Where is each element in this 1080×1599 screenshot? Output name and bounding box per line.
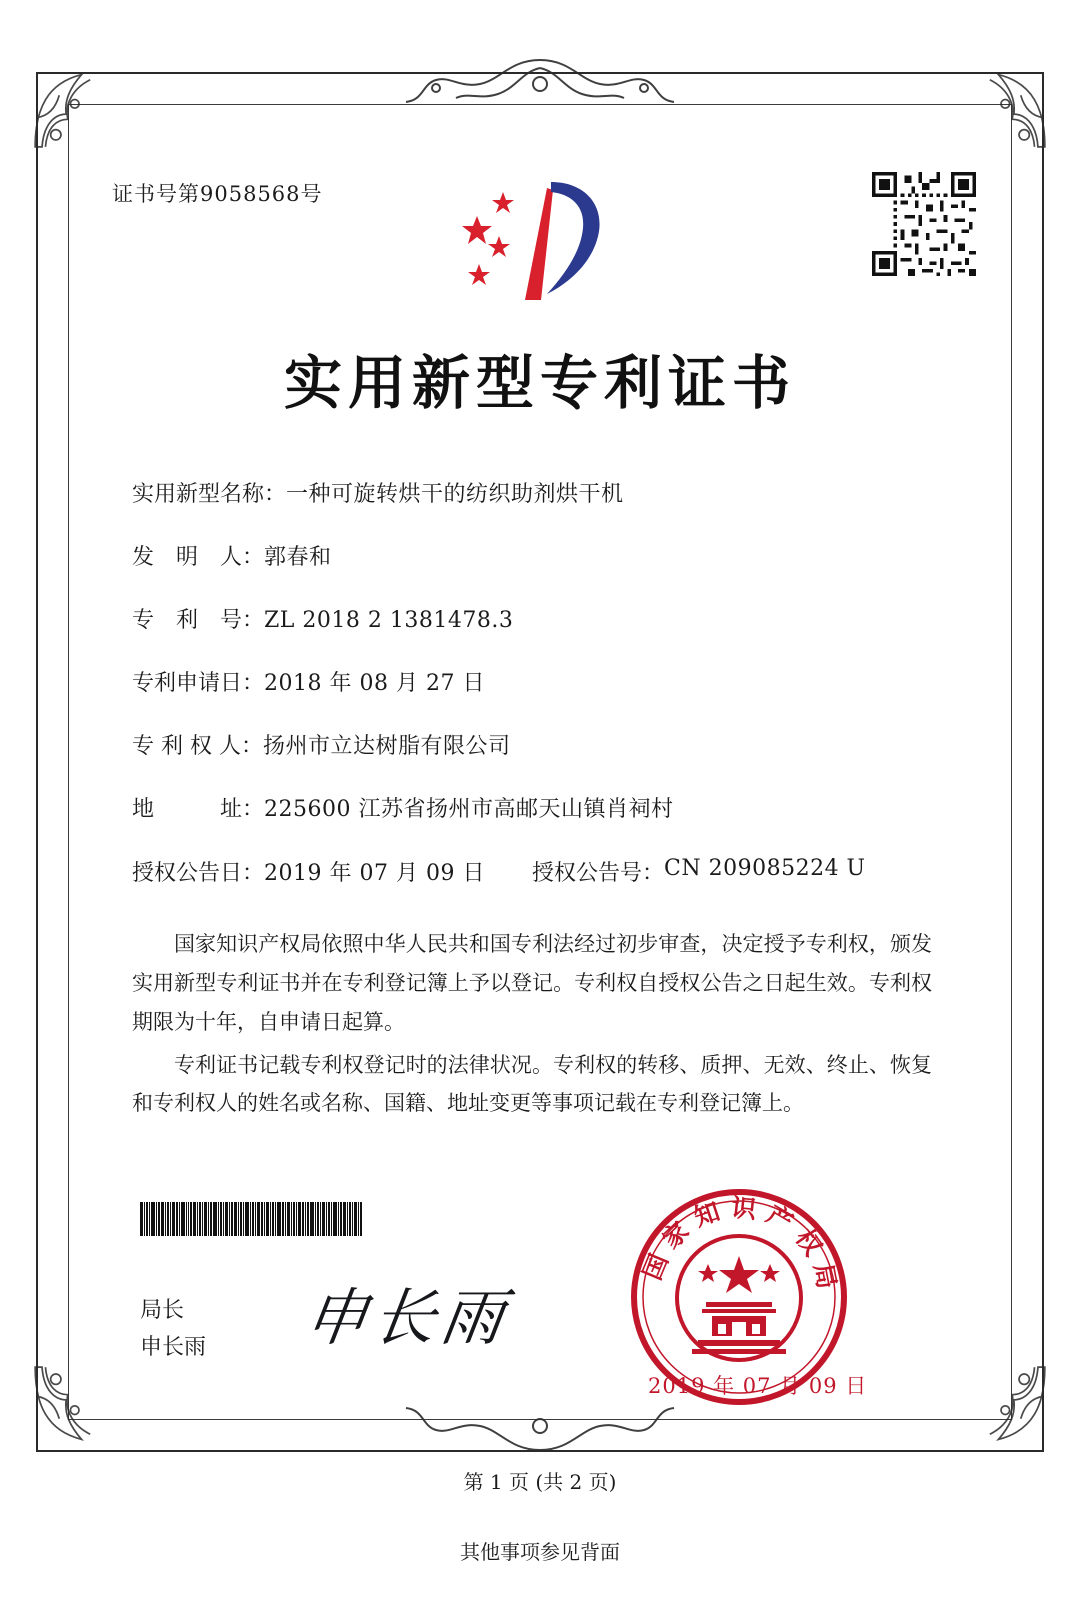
grant-date-label: 授权公告日： — [132, 861, 265, 886]
barcode — [140, 1202, 410, 1236]
field-row-patentee — [132, 730, 952, 763]
seal-date: 2019 年 07 月 09 日 — [648, 1374, 868, 1398]
field-value: ZL 2018 2 1381478.3 — [264, 608, 514, 633]
cnipa-logo-icon — [455, 168, 625, 308]
field-value: 郭春和 — [264, 545, 332, 570]
corner-ornament-top-right-icon — [964, 66, 1050, 152]
grant-date-value: 2019 年 07 月 09 日 — [264, 861, 485, 886]
field-row-address — [132, 793, 952, 826]
director-role-label: 局长 — [140, 1298, 185, 1323]
field-value: 2018 年 08 月 27 日 — [264, 671, 485, 696]
top-center-ornament-icon — [340, 54, 740, 110]
signature-labels — [140, 1292, 206, 1367]
certificate-fields — [132, 478, 952, 913]
grant-number-value: CN 209085224 U — [664, 856, 866, 881]
field-row-application-date — [132, 667, 952, 700]
legal-paragraph-2: 专利证书记载专利权登记时的法律状况。专利权的转移、质押、无效、终止、恢复和专利权人的姓名或名称、国籍、地址变更等事项记载在专利登记簿上。 — [132, 1052, 932, 1116]
svg-text:国家知识产权局: 国家知识产权局 — [637, 1192, 844, 1300]
field-label: 专 利 号： — [132, 608, 265, 633]
handwritten-signature: 申长雨 — [300, 1281, 515, 1354]
corner-ornament-top-left-icon — [30, 66, 116, 152]
field-label: 专 利 权 人： — [132, 734, 263, 759]
field-value: 一种可旋转烘干的纺织助剂烘干机 — [286, 482, 624, 507]
field-label: 专利申请日： — [132, 671, 265, 696]
director-name-label: 申长雨 — [140, 1335, 207, 1361]
page-title: 实用新型专利证书 — [283, 349, 796, 417]
corner-ornament-bottom-left-icon — [30, 1362, 116, 1448]
field-label: 实用新型名称： — [132, 482, 287, 507]
field-row-utility-model-name — [132, 478, 952, 511]
legal-text-block — [132, 925, 932, 1127]
back-side-note: 其他事项参见背面 — [460, 1540, 620, 1564]
field-row-inventor — [132, 541, 952, 574]
grant-number-label: 授权公告号： — [532, 861, 665, 886]
bottom-center-ornament-icon — [340, 1400, 740, 1456]
field-row-patent-number — [132, 604, 952, 637]
field-value: 225600 江苏省扬州市高邮天山镇肖祠村 — [264, 797, 674, 822]
page-number: 第 1 页 (共 2 页) — [463, 1470, 617, 1494]
legal-paragraph-1: 国家知识产权局依照中华人民共和国专利法经过初步审查，决定授予专利权，颁发实用新型专利证书并在专利登记簿上予以登记。专利权自授权公告之日起生效。专利权期限为十年，自申请日起算。 — [132, 932, 932, 1034]
field-value: 扬州市立达树脂有限公司 — [262, 734, 511, 759]
certificate-number: 证书号第9058568号 — [112, 182, 323, 206]
field-label: 发 明 人： — [132, 545, 265, 570]
field-label: 地 址： — [132, 797, 265, 822]
corner-ornament-bottom-right-icon — [964, 1362, 1050, 1448]
field-row-grant-announcement — [132, 856, 952, 887]
qr-code-icon — [872, 172, 976, 276]
